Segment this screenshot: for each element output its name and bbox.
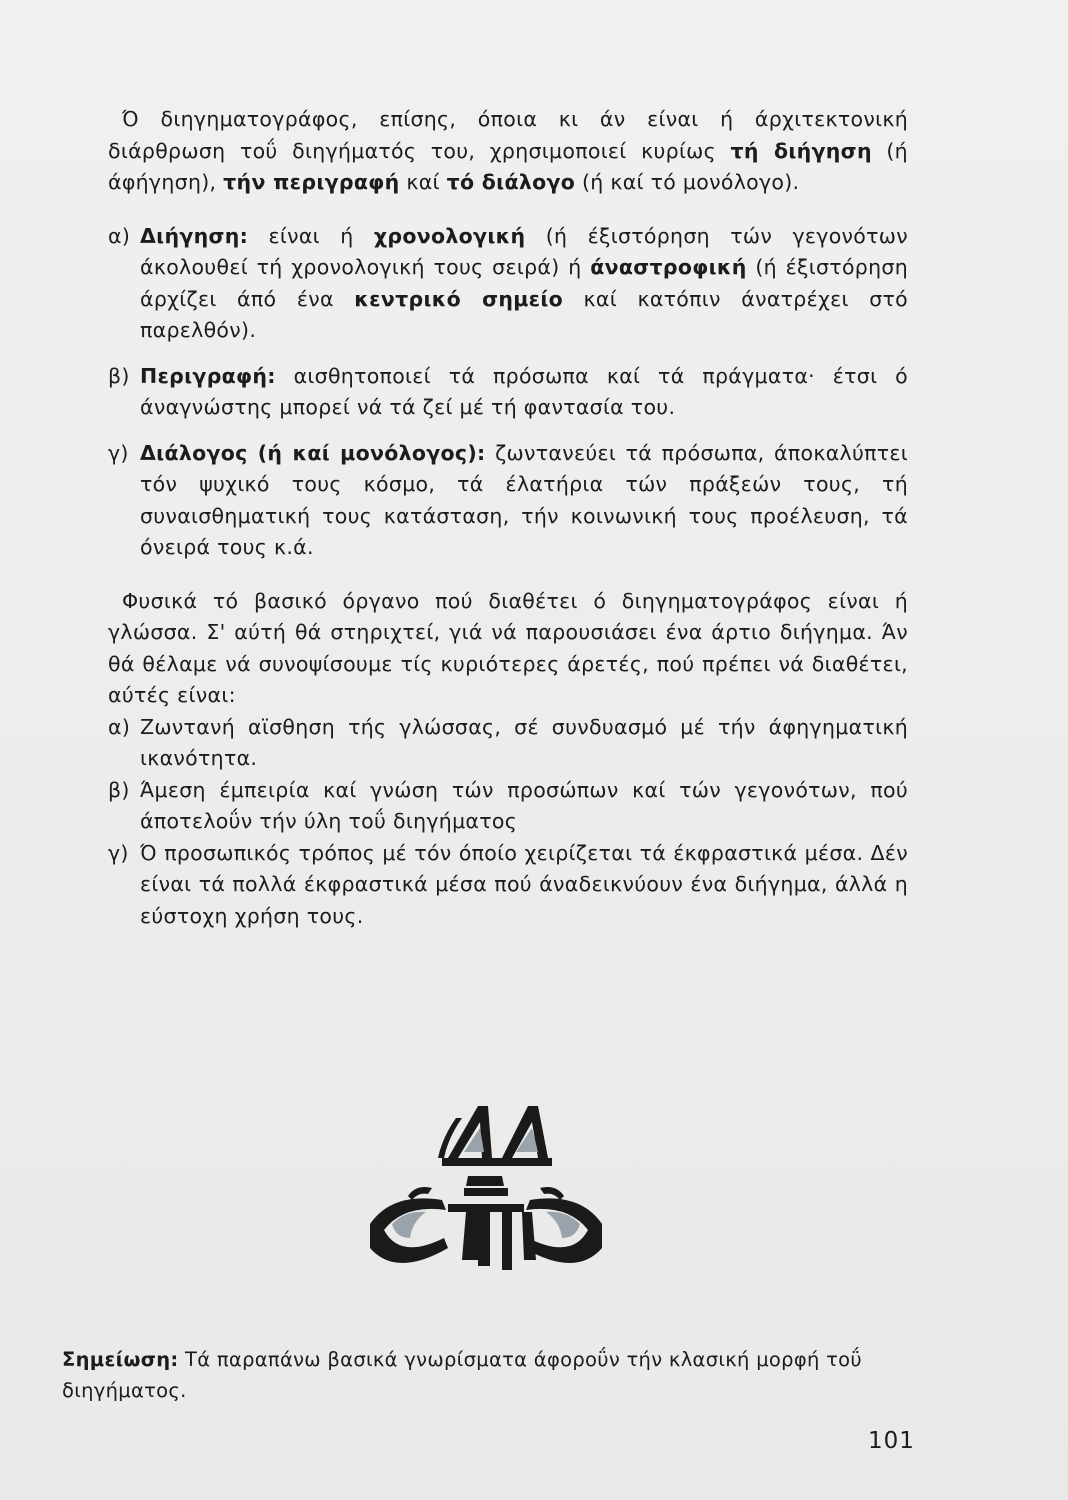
term-bold: Διάλογος (ή καί μονόλογος): [140,440,486,465]
item-label: γ) [108,840,129,865]
intro-bold-2: τήν περιγραφή [223,170,400,194]
term-text: καί κατόπιν άνατρέχει στό παρελθόν). [140,286,908,342]
item-label: α) [108,223,131,248]
intro-bold-1: τή διήγηση [730,138,872,163]
technique-item [108,438,908,564]
virtue-item [108,838,908,933]
item-body: Ζωντανή αϊσθηση τής γλώσσας, σέ συνδυασμό μέ τήν άφηγηματική ικανότητα. [140,714,908,770]
footnote [62,1344,922,1406]
virtue-item [108,712,908,775]
item-label: β) [108,363,130,388]
term-bold: άναστροφική [590,255,747,279]
intro-text-3: καί [399,170,447,194]
term-text: ζωντανεύει τά πρόσωπα, άποκαλύπτει τόν ψυχικό τους κόσμο, τά έλατήρια τών πράξεών τους, τή συναισθηματική τους κατάσταση, τήν κοινωνική τους προέλευση, τά όνειρά τους κ.ά. [140,440,909,559]
intro-text-4: (ή καί τό μονόλογο). [575,170,800,194]
term-text: (ή έξιστόρηση άρχίζει άπό ένα [140,255,908,311]
virtue-item [108,775,908,838]
technique-item [108,221,908,347]
term-bold: χρονολογική [373,223,526,248]
virtues-intro: Φυσικά τό βασικό όργανο πού διαθέτει ό διηγηματογράφος είναι ή γλώσσα. Σ' αύτή θά στηριχτεί, γιά νά παρουσιάσει ένα άρτιο διήγημα. Άν θά θέλαμε νά συνοψίσουμε τίς κυριότερες άρετές, πού πρέπει νά διαθέτει, αύτές είναι: [108,588,908,707]
item-body [140,361,908,424]
intro-paragraph [108,104,908,199]
term-bold: Περιγραφή: [140,363,276,388]
main-text [108,104,908,932]
term-bold: κεντρικό σημείο [354,286,564,311]
term-bold: Διήγηση: [140,223,249,248]
footnote-label: Σημείωση: [62,1348,179,1371]
term-text: αισθητοποιεί τά πρόσωπα καί τά πράγματα· έτσι ό άναγνώστης μπορεί νά τά ζεί μέ τή φαντασία του. [140,363,908,419]
item-body: Ό προσωπικός τρόπος μέ τόν όποίο χειρίζεται τά έκφραστικά μέσα. Δέν είναι τά πολλά έκφραστικά μέσα πού άναδεικνύουν ένα διήγημα, άλλά η εύστοχη χρήση τους. [140,840,908,928]
item-label: α) [108,714,131,739]
item-body [140,221,908,347]
intro-bold-3: τό διάλογο [446,170,576,194]
item-label: β) [108,777,130,802]
term-text: (ή έξιστόρηση τών γεγονότων άκολουθεί τή χρονολογική τους σειρά) ή [140,223,908,279]
technique-item [108,361,908,424]
item-label: γ) [108,440,129,465]
term-text: είναι ή [248,223,374,248]
page-number: 101 [868,1428,915,1454]
intro-text-2: (ή άφήγηση), [108,138,908,194]
item-body: Άμεση έμπειρία καί γνώση τών προσώπων καί τών γεγονότων, πού άποτελοΰν τήν ύλη τοΰ διηγήματος [140,777,908,833]
decorative-ornament-icon [352,1088,620,1274]
intro-text-1: Ό διηγηματογράφος, επίσης, όποια κι άν είναι ή άρχιτεκτονική διάρθρωση τοΰ διηγήματός του, χρησιμοποιεί κυρίως [108,107,908,163]
footnote-text: Τά παραπάνω βασικά γνωρίσματα άφοροΰν τήν κλασική μορφή τοΰ διηγήματος. [62,1348,862,1402]
item-body [140,438,908,564]
